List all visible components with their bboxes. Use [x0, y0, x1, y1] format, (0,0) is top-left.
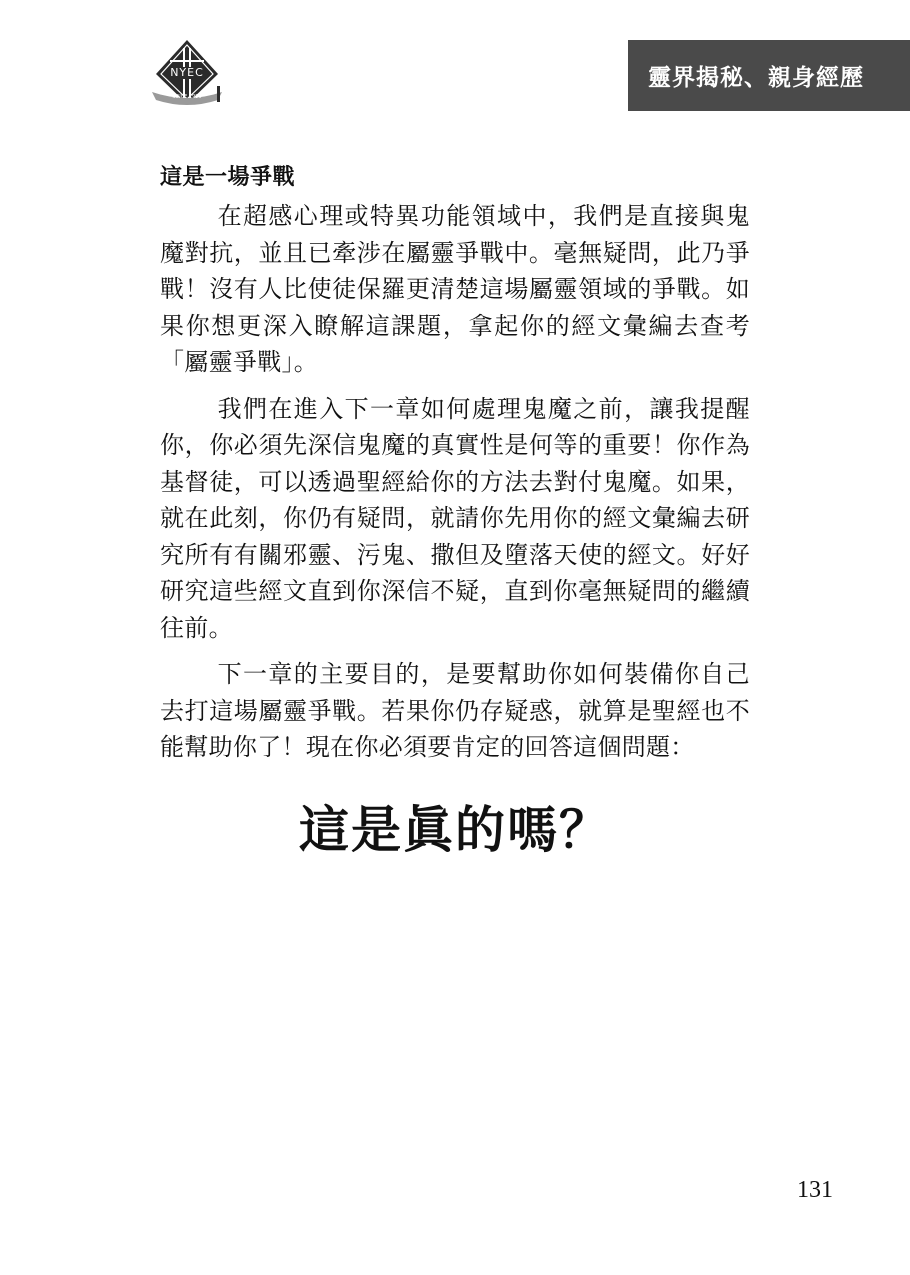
paragraph-1: 在超感心理或特異功能領域中，我們是直接與鬼魔對抗，並且已牽涉在屬靈爭戰中。毫無疑問，此乃爭戰！沒有人比使徒保羅更清楚這場屬靈領域的爭戰。如果你想更深入瞭解這課題，拿起你的經文彙編去查考「屬靈爭戰」。: [160, 202, 750, 376]
big-question: 這是眞的嗎？: [299, 801, 611, 859]
logo-since-text: SINCE 1999: [172, 94, 202, 100]
page-body: [160, 160, 750, 776]
paragraph-3: 下一章的主要目的，是要幫助你如何裝備你自己去打這場屬靈爭戰。若果你仍存疑惑，就算是聖經也不能幫助你了！現在你必須要肯定的回答這個問題：: [160, 660, 750, 761]
chapter-title: 靈界揭秘、親身經歷: [648, 65, 864, 91]
section-heading: 這是一場爭戰: [160, 165, 296, 190]
logo-text: NYEC: [170, 66, 204, 79]
nyec-logo: [148, 38, 226, 108]
page-number: 131: [797, 1177, 833, 1203]
paragraph-2: 我們在進入下一章如何處理鬼魔之前，讓我提醒你，你必須先深信鬼魔的真實性是何等的重要！你作為基督徒，可以透過聖經給你的方法去對付鬼魔。如果，就在此刻，你仍有疑問，就請你先用你的經文彙編去研究所有有關邪靈、污鬼、撒但及墮落天使的經文。好好研究這些經文直到你深信不疑，直到你毫無疑問的繼續往前。: [160, 394, 750, 642]
chapter-tab: [628, 40, 910, 111]
